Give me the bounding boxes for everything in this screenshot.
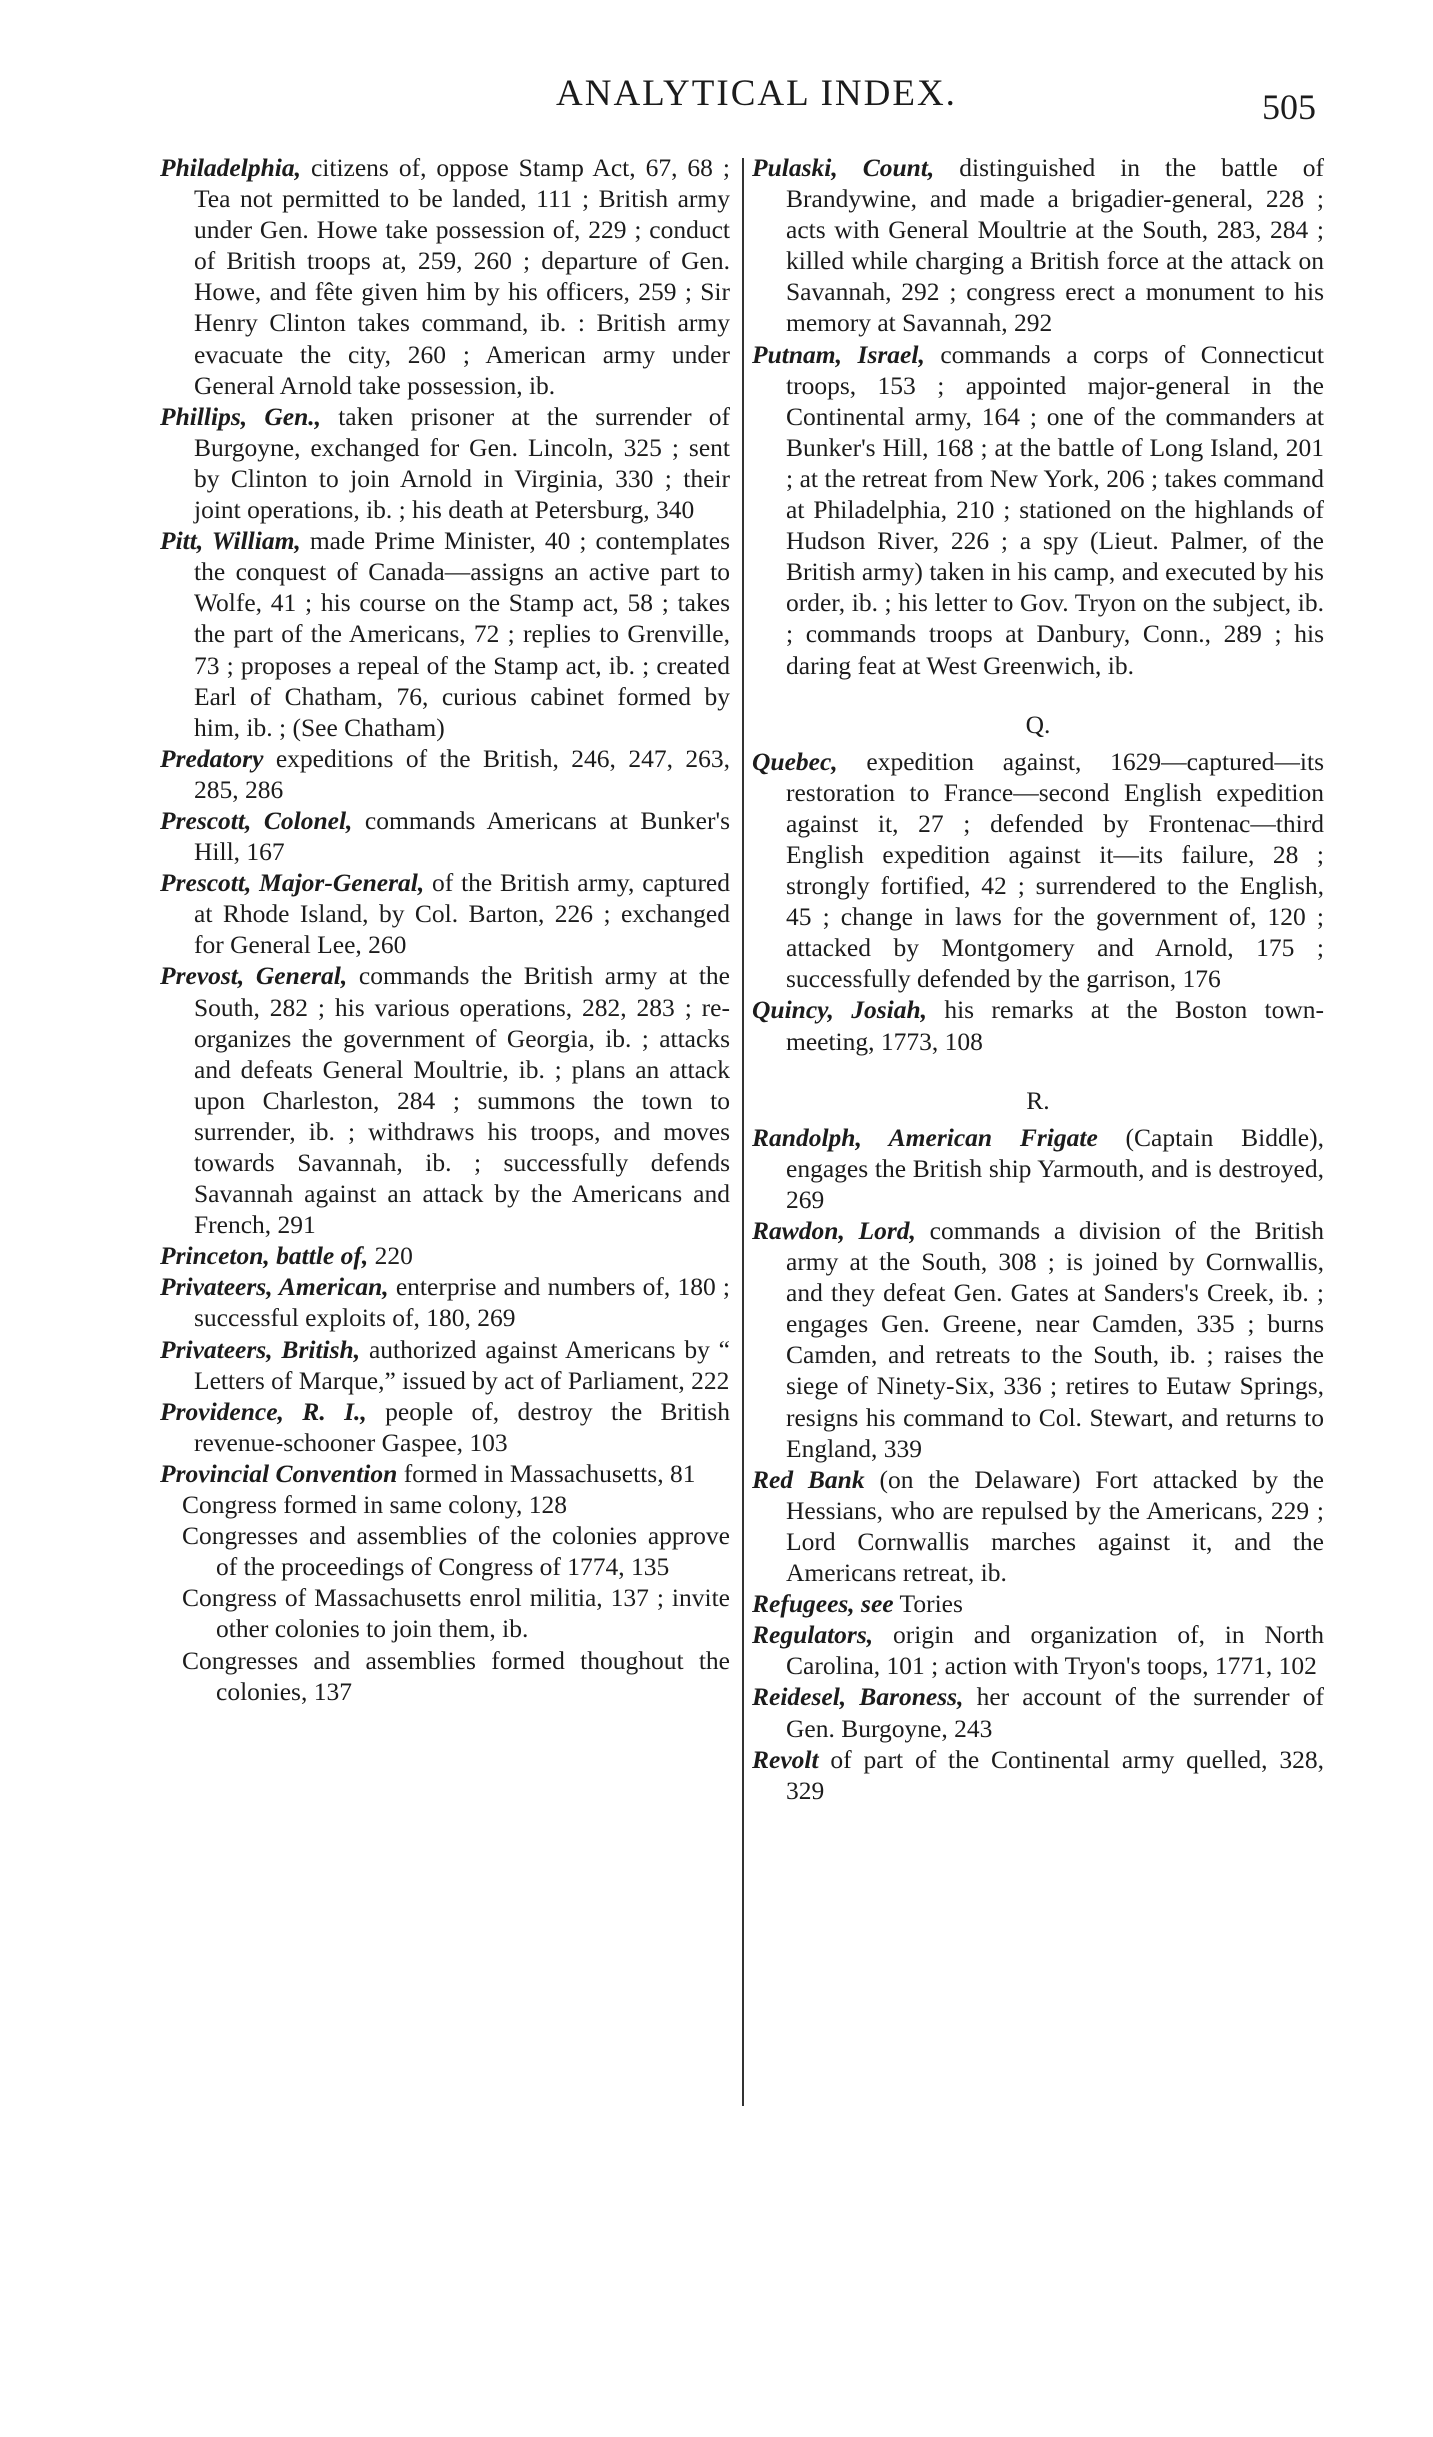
entry-text: distinguished in the battle of Brandywine, and made a brigadier-general, 228 ; acts with General Moultrie at the South, 283, 284 ; killed while charging a British force at the attack on Savannah, 292 ; congress erect a monument to his memory at Savannah, 292 — [786, 153, 1324, 338]
index-entry — [752, 339, 1324, 681]
index-column-right — [752, 152, 1324, 1806]
page-number: 505 — [1262, 87, 1316, 127]
entry-heading: Quincy, Josiah, — [752, 995, 928, 1025]
index-entry — [752, 152, 1324, 339]
entry-text: 220 — [368, 1241, 413, 1271]
index-entry — [160, 1334, 730, 1396]
entry-text: commands a division of the British army at the South, 308 ; is joined by Cornwallis, and they defeat Gen. Gates at Sanders's Creek, ib. ; engages Gen. Greene, near Camden, 335 ; burns Camden, and retreats to the South, ib. ; raises the siege of Ninety-Six, 336 ; retires to Eutaw Springs, resigns his command to Col. Stewart, and returns to England, 339 — [786, 1216, 1324, 1463]
entry-text: expeditions of the British, 246, 247, 263, 285, 286 — [194, 743, 730, 804]
index-entry — [752, 1681, 1324, 1743]
entry-text: commands the British army at the South, 282 ; his various operations, 282, 283 ; re-organizes the government of Georgia, ib. ; attacks and defeats General Moultrie, ib. ; plans an attack upon Charleston, 284 ; summons the town to surrender, ib. ; withdraws his troops, and moves towards Savannah, ib. ; successfully defends Savannah against an attack by the Americans and French, 291 — [194, 961, 730, 1240]
entry-heading: Prescott, Major-General, — [160, 868, 425, 898]
entry-text: (on the Delaware) Fort attacked by the Hessians, who are repulsed by the Americans, 229 ; Lord Cornwallis marches against it, and the Americans retreat, ib. — [786, 1464, 1324, 1588]
section-letter: Q. — [1025, 709, 1051, 739]
index-entry — [752, 1464, 1324, 1588]
section-letter: R. — [1026, 1085, 1050, 1115]
entry-heading: Privateers, British, — [160, 1334, 361, 1364]
entry-text: of the British army, captured at Rhode Island, by Col. Barton, 226 ; exchanged for General Lee, 260 — [194, 868, 730, 960]
entry-text: Tories — [893, 1589, 963, 1619]
entry-heading: Putnam, Israel, — [752, 339, 925, 369]
index-entry — [160, 525, 730, 743]
entry-text: authorized against Americans by “ Letters of Marque,” issued by act of Parliament, 222 — [194, 1334, 730, 1395]
entry-heading: Refugees, see — [752, 1589, 894, 1619]
entry-heading: Regulators, — [752, 1620, 874, 1650]
entry-heading: Provincial Convention — [160, 1458, 398, 1488]
entry-text: enterprise and numbers of, 180 ; successful exploits of, 180, 269 — [194, 1272, 730, 1333]
index-entry — [752, 1744, 1324, 1806]
entry-text: citizens of, oppose Stamp Act, 67, 68 ; Tea not permitted to be landed, 111 ; British army under Gen. Howe take possession of, 229 ; conduct of British troops at, 259, 260 ; departure of Gen. Howe, and fête given him by his officers, 259 ; Sir Henry Clinton takes command, ib. : British army evacuate the city, 260 ; American army under General Arnold take possession, ib. — [194, 153, 730, 400]
column-divider — [742, 158, 744, 2106]
page-header — [0, 72, 1433, 132]
index-entry — [752, 1215, 1324, 1464]
entry-heading: Philadelphia, — [160, 153, 301, 182]
entry-heading: Providence, R. I., — [160, 1396, 367, 1426]
entry-heading: Pulaski, Count, — [752, 153, 935, 182]
entry-heading: Red Bank — [752, 1464, 865, 1494]
entry-heading: Reidesel, Baroness, — [752, 1682, 964, 1712]
index-entry — [752, 1588, 1324, 1619]
index-entry — [752, 746, 1324, 995]
entry-text: of part of the Continental army quelled, 328, 329 — [786, 1744, 1324, 1805]
index-column-left — [160, 152, 730, 1707]
entry-heading: Quebec, — [752, 746, 838, 776]
index-entry — [160, 401, 730, 525]
index-entry — [160, 152, 730, 401]
entry-text: Congress formed in same colony, 128 — [182, 1490, 568, 1520]
entry-text: commands Americans at Bunker's Hill, 167 — [194, 805, 730, 867]
running-head: ANALYTICAL INDEX. — [556, 73, 957, 114]
entry-heading: Revolt — [752, 1744, 819, 1774]
entry-text: Congresses and assemblies of the colonies approve of the proceedings of Congress of 1774, 135 — [182, 1521, 730, 1582]
entry-text: his remarks at the Boston town-meeting, 1773, 108 — [786, 995, 1325, 1056]
entry-text: Congress of Massachusetts enrol militia, 137 ; invite other colonies to join them, ib. — [182, 1583, 730, 1644]
index-entry — [160, 1240, 730, 1271]
entry-heading: Rawdon, Lord, — [752, 1216, 916, 1245]
entry-heading: Pitt, William, — [160, 526, 301, 556]
index-sub-entry — [160, 1645, 730, 1707]
index-sub-entry — [160, 1489, 730, 1520]
entry-heading: Predatory — [160, 743, 264, 773]
index-entry — [160, 960, 730, 1240]
entry-heading: Privateers, American, — [160, 1272, 389, 1302]
index-entry — [752, 1619, 1324, 1681]
index-entry — [160, 1458, 730, 1489]
index-entry — [160, 1396, 730, 1458]
index-sub-entry — [160, 1582, 730, 1644]
index-entry — [752, 994, 1324, 1056]
entry-text: formed in Massachusetts, 81 — [397, 1458, 696, 1488]
entry-heading: Prevost, General, — [160, 961, 348, 991]
entry-text: (Captain Biddle), engages the British ship Yarmouth, and is destroyed, 269 — [786, 1122, 1324, 1214]
entry-text: made Prime Minister, 40 ; contemplates the conquest of Canada—assigns an active part to Wolfe, 41 ; his course on the Stamp act, 58 ; takes the part of the Americans, 72 ; replies to Grenville, 73 ; proposes a repeal of the Stamp act, ib. ; created Earl of Chatham, 76, curious cabinet formed by him, ib. ; (See Chatham) — [194, 526, 730, 742]
index-entry — [160, 1271, 730, 1333]
index-sub-entry — [160, 1520, 730, 1582]
entry-text: her account of the surrender of Gen. Burgoyne, 243 — [786, 1682, 1324, 1743]
index-entry — [160, 805, 730, 867]
entry-heading: Princeton, battle of, — [160, 1241, 369, 1271]
index-entry — [160, 743, 730, 805]
entry-heading: Prescott, Colonel, — [160, 805, 353, 835]
entry-text: people of, destroy the British revenue-schooner Gaspee, 103 — [194, 1396, 730, 1457]
index-entry — [752, 1122, 1324, 1215]
entry-text: origin and organization of, in North Carolina, 101 ; action with Tryon's toops, 1771, 102 — [786, 1620, 1324, 1681]
entry-text: expedition against, 1629—captured—its restoration to France—second English expedition against it, 27 ; defended by Frontenac—third English expedition against it—its failure, 28 ; strongly fortified, 42 ; surrendered to the English, 45 ; change in laws for the government of, 120 ; attacked by Montgomery and Arnold, 175 ; successfully defended by the garrison, 176 — [786, 746, 1324, 994]
entry-heading: Phillips, Gen., — [160, 401, 321, 431]
entry-text: Congresses and assemblies formed thoughout the colonies, 137 — [182, 1645, 730, 1706]
entry-text: commands a corps of Connecticut troops, 153 ; appointed major-general in the Continental army, 164 ; one of the commanders at Bunker's Hill, 168 ; at the battle of Long Island, 201 ; at the retreat from New York, 206 ; takes command at Philadelphia, 210 ; stationed on the highlands of Hudson River, 226 ; a spy (Lieut. Palmer, of the British army) taken in his camp, and executed by his order, ib. ; his letter to Gov. Tryon on the subject, ib. ; commands troops at Danbury, Conn., 289 ; his daring feat at West Greenwich, ib. — [786, 339, 1324, 680]
entry-heading: Randolph, American Frigate — [752, 1122, 1098, 1152]
entry-text: taken prisoner at the surrender of Burgoyne, exchanged for Gen. Lincoln, 325 ; sent by Clinton to join Arnold in Virginia, 330 ; their joint operations, ib. ; his death at Petersburg, 340 — [194, 401, 730, 525]
index-entry — [160, 867, 730, 960]
